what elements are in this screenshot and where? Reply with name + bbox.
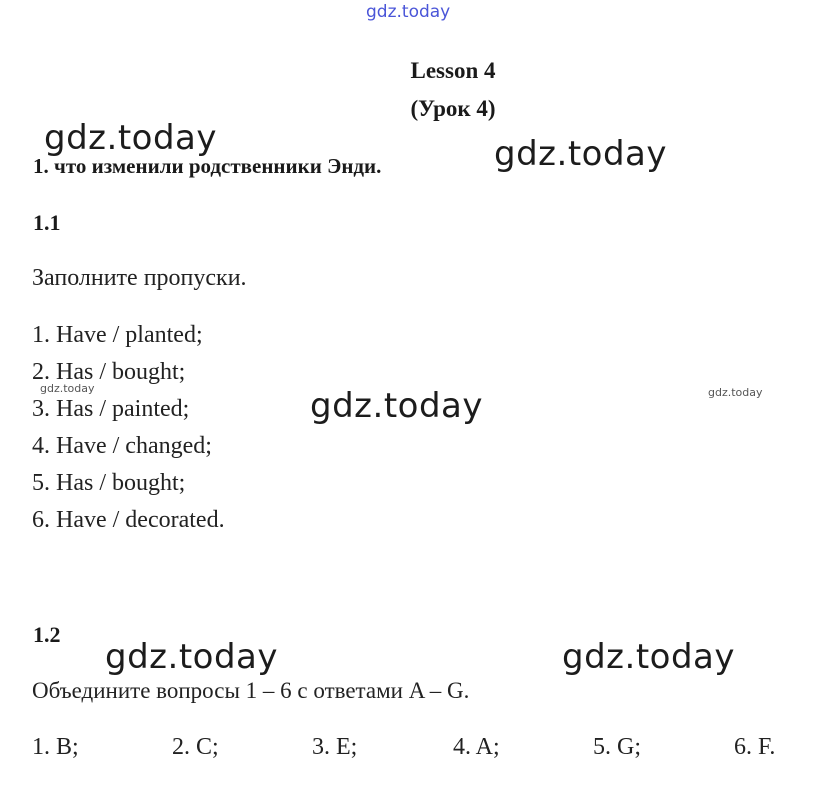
lesson-title: Lesson 4: [410, 58, 496, 83]
watermark: gdz.today: [44, 118, 217, 158]
answer-item-4: 4. Have / changed;: [32, 433, 212, 459]
section-heading: 1. что изменили родственники Энди.: [33, 154, 382, 178]
exercise-1-2-number: 1.2: [33, 622, 61, 647]
watermark-small: gdz.today: [40, 382, 95, 395]
watermark: gdz.today: [105, 637, 278, 677]
top-watermark: gdz.today: [366, 2, 451, 22]
match-answer-2: 2. C;: [172, 734, 219, 760]
answer-item-2: 2. Has / bought;: [32, 359, 186, 385]
match-answer-5: 5. G;: [593, 734, 641, 760]
answer-item-6: 6. Have / decorated.: [32, 507, 225, 533]
match-answer-1: 1. B;: [32, 734, 79, 760]
match-answer-3: 3. E;: [312, 734, 358, 760]
watermark: gdz.today: [494, 134, 667, 174]
watermark-small: gdz.today: [708, 386, 763, 399]
answer-item-5: 5. Has / bought;: [32, 470, 186, 496]
answer-item-3: 3. Has / painted;: [32, 396, 190, 422]
watermark: gdz.today: [562, 637, 735, 677]
lesson-subtitle: (Урок 4): [410, 96, 496, 121]
exercise-1-2-instruction: Объедините вопросы 1 – 6 с ответами A – G.: [32, 678, 470, 703]
exercise-1-1-number: 1.1: [33, 210, 61, 235]
match-answer-4: 4. A;: [453, 734, 500, 760]
answer-item-1: 1. Have / planted;: [32, 322, 203, 348]
watermark: gdz.today: [310, 386, 483, 426]
exercise-1-1-instruction: Заполните пропуски.: [32, 265, 247, 291]
match-answer-6: 6. F.: [734, 734, 776, 760]
